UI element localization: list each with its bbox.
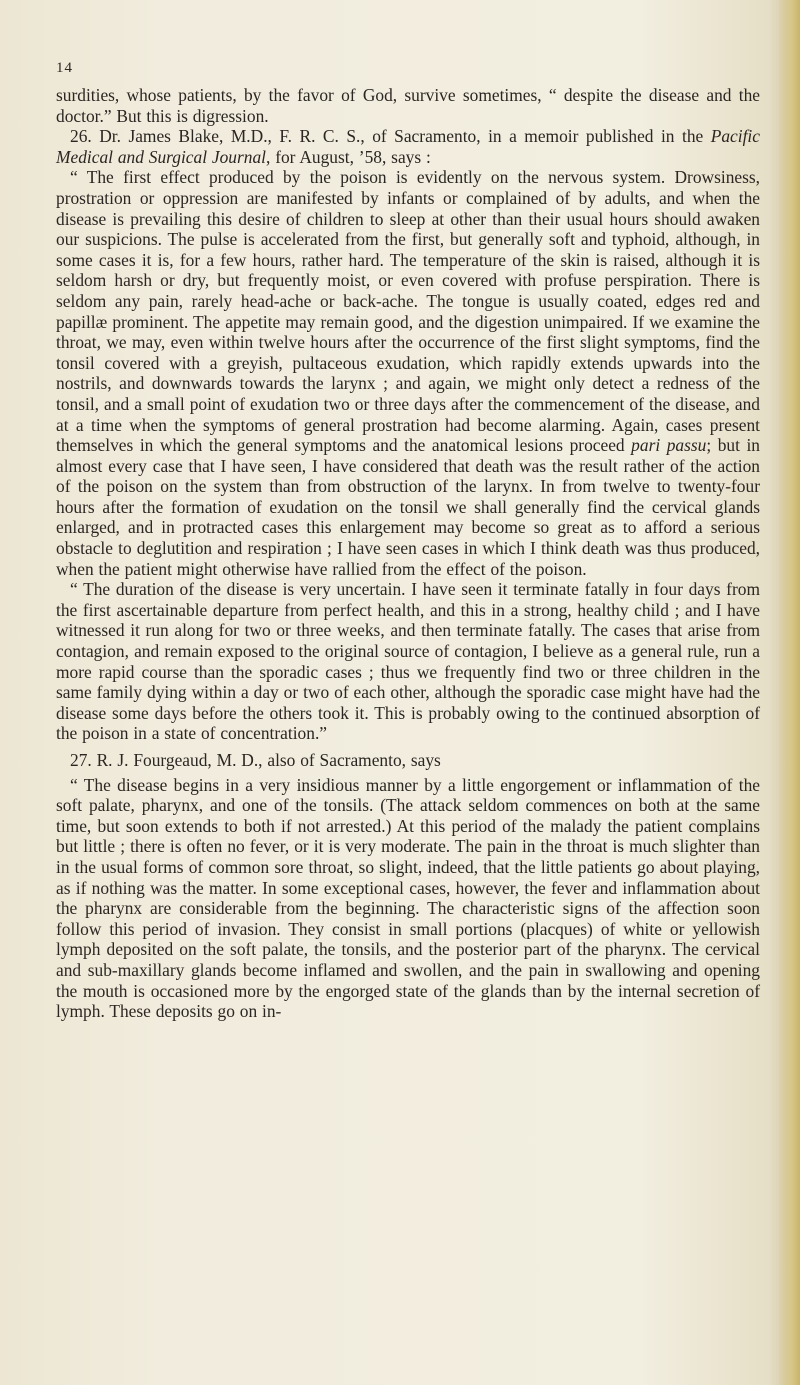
journal-title: Pacific Medical and Surgical Journal [56, 126, 760, 167]
quote-duration: “ The duration of the disease is very uncertain. I have seen it terminate fatally in four days from the first ascertainable departure from perfect health, and this in a strong, healthy child ; and I have witnessed it run along for two or three weeks, and then terminate fatally. The cases that arise from contagion, and remain exposed to the original source of contagion, I believe as a general rule, run a more rapid course than the sporadic cases ; thus we frequently find two or three children in the same family dying within a day or two of each other, although the sporadic case might have had the disease some days before the others took it. This is probably owing to the continued absorption of the poison in a state of concentration.” [56, 579, 760, 744]
page-number: 14 [56, 60, 73, 76]
quote-first-effect [56, 167, 760, 579]
quote-first-effect-text: “ The first effect produced by the poison is evidently on the nervous system. Drowsiness, prostration or oppression are manifested by infants or complained of by adults, and when the disease is prevailing this desire of children to sleep at other than their usual hours should awaken our suspicions. The pulse is accelerated from the first, but generally soft and typhoid, although, in some cases it is, for a few hours, rather hard. The temperature of the skin is raised, although it is seldom harsh or dry, but frequently moist, or even covered with profuse perspiration. There is seldom any pain, rarely head-ache or back-ache. The tongue is usually coated, edges red and papillæ prominent. The appetite may remain good, and the digestion unimpaired. If we examine the throat, we may, even within twelve hours after the occurrence of the first slight symptoms, find the tonsil covered with a greyish, pultaceous exudation, which rapidly extends upwards into the nostrils, and downwards towards the larynx ; and again, we might only detect a redness of the tonsil, and a small point of exudation two or three days after the commencement of the disease, and at a time when the symptoms of general prostration had become alarming. Again, cases present themselves in which the general symptoms and the anatomical lesions proceed [56, 167, 760, 456]
para26-intro: 26. Dr. James Blake, M.D., F. R. C. S., of Sacramento, in a memoir published in the [70, 126, 704, 147]
paragraph-26 [56, 126, 760, 167]
quote-disease-begins: “ The disease begins in a very insidious manner by a little engorgement or inflammation of the soft palate, pharynx, and one of the tonsils. (The attack seldom commences on both at the same time, but soon extends to both if not arrested.) At this period of the malady the patient complains but little ; there is often no fever, or it is very moderate. The pain in the throat is much slighter than in the usual forms of common sore throat, so slight, indeed, that the little patients go about playing, as if nothing was the matter. In some exceptional cases, however, the fever and inflammation about the pharynx are considerable from the beginning. The characteristic signs of the affection soon follow this period of invasion. They consist in small portions (placques) of white or yellowish lymph deposited on the soft palate, the tonsils, and the posterior part of the pharynx. The cervical and sub-maxillary glands become inflamed and swollen, and the pain in swallowing and opening the mouth is occasioned more by the engorged state of the glands than by the internal secretion of lymph. These deposits go on in- [56, 774, 760, 1022]
body-text [56, 85, 760, 1022]
quote-first-effect-continued: ; but in almost every case that I have seen, I have considered that death was the result rather of the action of the poison on the system than from obstruction of the larynx. In from twelve to twenty-four hours after the formation of exudation on the tonsil we shall generally find the cervical glands enlarged, and in protracted cases this enlargement may become so great as to afford a serious obstacle to deglutition and respiration ; I have seen cases in which I think death was thus produced, when the patient might otherwise have rallied from the effect of the poison. [56, 435, 760, 579]
paragraph-continued: surdities, whose patients, by the favor of God, survive sometimes, “ despite the disease and the doctor.” But this is digression. [56, 85, 760, 126]
page-edge-shadow [778, 0, 800, 1385]
paragraph-27: 27. R. J. Fourgeaud, M. D., also of Sacramento, says [70, 750, 441, 770]
latin-phrase: pari passu [631, 435, 707, 456]
para26-tail: , for August, ’58, says : [266, 146, 431, 167]
